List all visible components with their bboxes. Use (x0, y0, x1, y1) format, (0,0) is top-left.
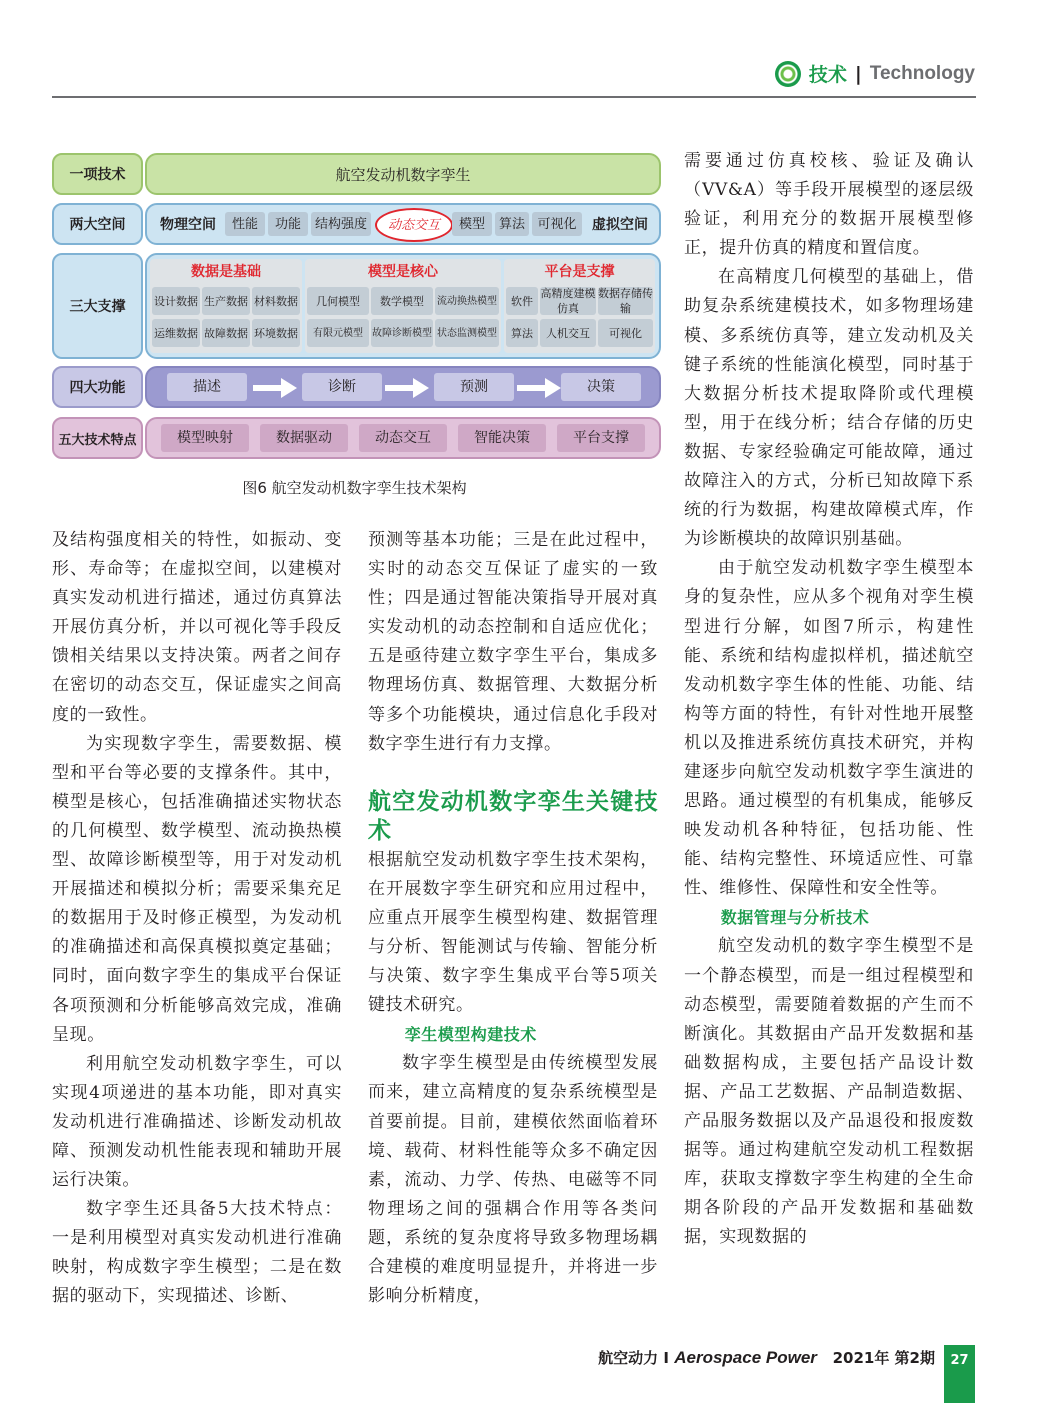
section-name-en: Technology (869, 62, 975, 84)
paragraph: 及结构强度相关的特性，如振动、变形、寿命等；在虚拟空间，以建模对真实发动机进行描述，通过仿真算法开展仿真分析，并以可视化等手段反馈相关结果以支持决策。两者之间存在密切的动态交互，保证虚实之间高度的一致性。 (52, 530, 342, 725)
paragraph: 在高精度几何模型的基础上，借助复杂系统建模技术，如多物理场建模、多系统仿真等，建立发动机及关键子系统的性能演化模型，同时基于大数据分析技术提取降阶或代理模型，用于在线分析；结合存储的历史数据、专家经验确定可能故障，通过故障注入的方式，分析已知故障下系统的行为数据，构建故障模式库，作为诊断模块的故障识别基础。 (684, 267, 974, 550)
page-number: 27 (944, 1345, 975, 1403)
section-header (775, 60, 975, 87)
text-column-3 (684, 147, 974, 1252)
function-item: 决策 (561, 373, 641, 401)
physical-item: 功能 (268, 212, 308, 236)
feature-item: 智能决策 (458, 424, 546, 452)
journal-footer (598, 1347, 935, 1368)
paragraph: 利用航空发动机数字孪生，可以实现4项递进的基本功能，即对真实发动机进行准确描述、诊断发动机故障、预测发动机性能表现和辅助开展运行决策。 (52, 1053, 342, 1191)
model-item: 流动换热模型 (435, 287, 499, 315)
platform-item: 可视化 (598, 319, 653, 347)
row-label-3: 三大支撑 (52, 253, 143, 359)
platform-item: 算法 (506, 319, 538, 347)
paragraph: 为实现数字孪生，需要数据、模型和平台等必要的支撑条件。其中，模型是核心，包括准确描述实物状态的几何模型、数学模型、流动换热模型、故障诊断模型等，用于对发动机开展描述和模拟分析；需要采集充足的数据用于及时修正模型，为发动机的准确描述和高保真模拟奠定基础；同时，面向数字孪生的集成平台保证各项预测和分析能够高效完成，准确呈现。 (52, 733, 342, 1045)
data-group-title: 数据是基础 (191, 263, 261, 280)
data-item: 生产数据 (202, 287, 250, 315)
row-label-2: 两大空间 (52, 203, 143, 245)
dynamic-interaction-ellipse: 动态交互 (375, 208, 453, 242)
function-item: 描述 (167, 373, 247, 401)
paragraph: 根据航空发动机数字孪生技术架构，在开展数字孪生研究和应用过程中，应重点开展孪生模型构建、数据管理与分析、智能测试与传输、智能分析与决策、数字孪生集成平台等5项关键技术研究。 (368, 849, 658, 1016)
text-column-2 (368, 526, 658, 1311)
paragraph: 数字孪生还具备5大技术特点：一是利用模型对真实发动机进行准确映射，构成数字孪生模型；二是在数据的驱动下，实现描述、诊断、 (52, 1199, 342, 1307)
data-item: 运维数据 (152, 319, 200, 347)
header-separator: | (854, 62, 862, 85)
function-item: 诊断 (302, 373, 382, 401)
section-name-cn: 技术 (808, 64, 847, 86)
model-item: 数学模型 (371, 287, 433, 315)
data-item: 环境数据 (252, 319, 300, 347)
platform-item: 软件 (506, 287, 538, 315)
model-group-title: 模型是核心 (368, 263, 438, 280)
virtual-item: 可视化 (532, 212, 582, 236)
virtual-item: 模型 (452, 212, 492, 236)
journal-name-cn: 航空动力 (598, 1349, 659, 1367)
row-main-4 (145, 366, 661, 408)
model-group (305, 259, 501, 353)
row-main-3 (145, 253, 661, 359)
subsection-title: 数据管理与分析技术 (720, 908, 870, 928)
text-column-1 (52, 526, 342, 1312)
platform-group (504, 259, 655, 353)
physical-space-label: 物理空间 (160, 216, 216, 233)
row-main-2 (145, 203, 661, 245)
data-item: 材料数据 (252, 287, 300, 315)
model-item: 状态监测模型 (435, 319, 499, 347)
journal-name-en: Aerospace Power (674, 1348, 817, 1367)
data-item: 设计数据 (152, 287, 200, 315)
data-item: 故障数据 (202, 319, 250, 347)
platform-item: 人机交互 (540, 319, 596, 347)
footer-separator: I (663, 1349, 669, 1367)
physical-item: 性能 (225, 212, 265, 236)
row-main-5 (145, 417, 661, 459)
physical-item: 结构强度 (311, 212, 371, 236)
sun-logo-icon (775, 61, 801, 87)
feature-item: 平台支撑 (557, 424, 645, 452)
paragraph: 由于航空发动机数字孪生模型本身的复杂性，应从多个视角对孪生模型进行分解，如图7所示，构建性能、系统和结构虚拟样机，描述航空发动机数字孪生体的性能、功能、结构等方面的特性，有针对性地开展整机以及推进系统仿真技术研究，并构建逐步向航空发动机数字孪生演进的思路。通过模型的有机集成，能够反映发动机各种特征，包括功能、性能、结构完整性、环境适应性、可靠性、维修性、保障性和安全性等。 (684, 558, 974, 899)
section-title: 航空发动机数字孪生关键技术 (368, 788, 658, 844)
paragraph: 预测等基本功能；三是在此过程中，实时的动态交互保证了虚实的一致性；四是通过智能决策指导开展对真实发动机的动态控制和自适应优化；五是亟待建立数字孪生平台，集成多物理场仿真、数据管理、大数据分析等多个功能模块，通过信息化手段对数字孪生进行有力支撑。 (368, 530, 658, 754)
feature-item: 模型映射 (161, 424, 249, 452)
model-item: 故障诊断模型 (371, 319, 433, 347)
virtual-item: 算法 (495, 212, 529, 236)
arrow-right-icon (517, 381, 561, 395)
paragraph: 航空发动机的数字孪生模型不是一个静态模型，而是一组过程模型和动态模型，需要随着数据的产生而不断演化。其数据由产品开发数据和基础数据构成，主要包括产品设计数据、产品工艺数据、产品制造数据、产品服务数据以及产品退役和报废数据等。通过构建航空发动机工程数据库，获取支撑数字孪生构建的全生命期各阶段的产品开发数据和基础数据，实现数据的 (684, 936, 974, 1248)
row-label-1: 一项技术 (52, 153, 143, 195)
data-group (150, 259, 302, 353)
subsection-title: 孪生模型构建技术 (404, 1025, 537, 1045)
platform-group-title: 平台是支撑 (544, 263, 615, 280)
paragraph: 数字孪生模型是由传统模型发展而来，建立高精度的复杂系统模型是首要前提。目前，建模依然面临着环境、载荷、材料性能等众多不确定因素，流动、力学、传热、电磁等不同物理场之间的强耦合作用等各类问题，系统的复杂度将导致多物理场耦合建模的难度明显提升，并将进一步影响分析精度， (368, 1053, 658, 1307)
feature-item: 动态交互 (359, 424, 447, 452)
header-rule (52, 96, 976, 98)
figure-main-title: 航空发动机数字孪生 (335, 165, 471, 184)
virtual-space-label: 虚拟空间 (592, 216, 648, 233)
paragraph: 需要通过仿真校核、验证及确认（VV&A）等手段开展模型的逐层级验证，利用充分的数据开展模型修正，提升仿真的精度和置信度。 (684, 151, 974, 259)
feature-item: 数据驱动 (260, 424, 348, 452)
model-item: 有限元模型 (307, 319, 369, 347)
row-label-4: 四大功能 (52, 366, 143, 408)
model-item: 几何模型 (307, 287, 369, 315)
row-main-1 (145, 153, 661, 195)
row-label-5: 五大技术特点 (52, 417, 143, 459)
figure-caption: 图6 航空发动机数字孪生技术架构 (242, 479, 467, 497)
platform-item: 高精度建模仿真 (540, 287, 596, 315)
issue-label: 2021年 第2期 (832, 1349, 935, 1367)
arrow-right-icon (385, 381, 429, 395)
arrow-right-icon (253, 381, 297, 395)
platform-item: 数据存储传输 (598, 287, 653, 315)
function-item: 预测 (434, 373, 514, 401)
